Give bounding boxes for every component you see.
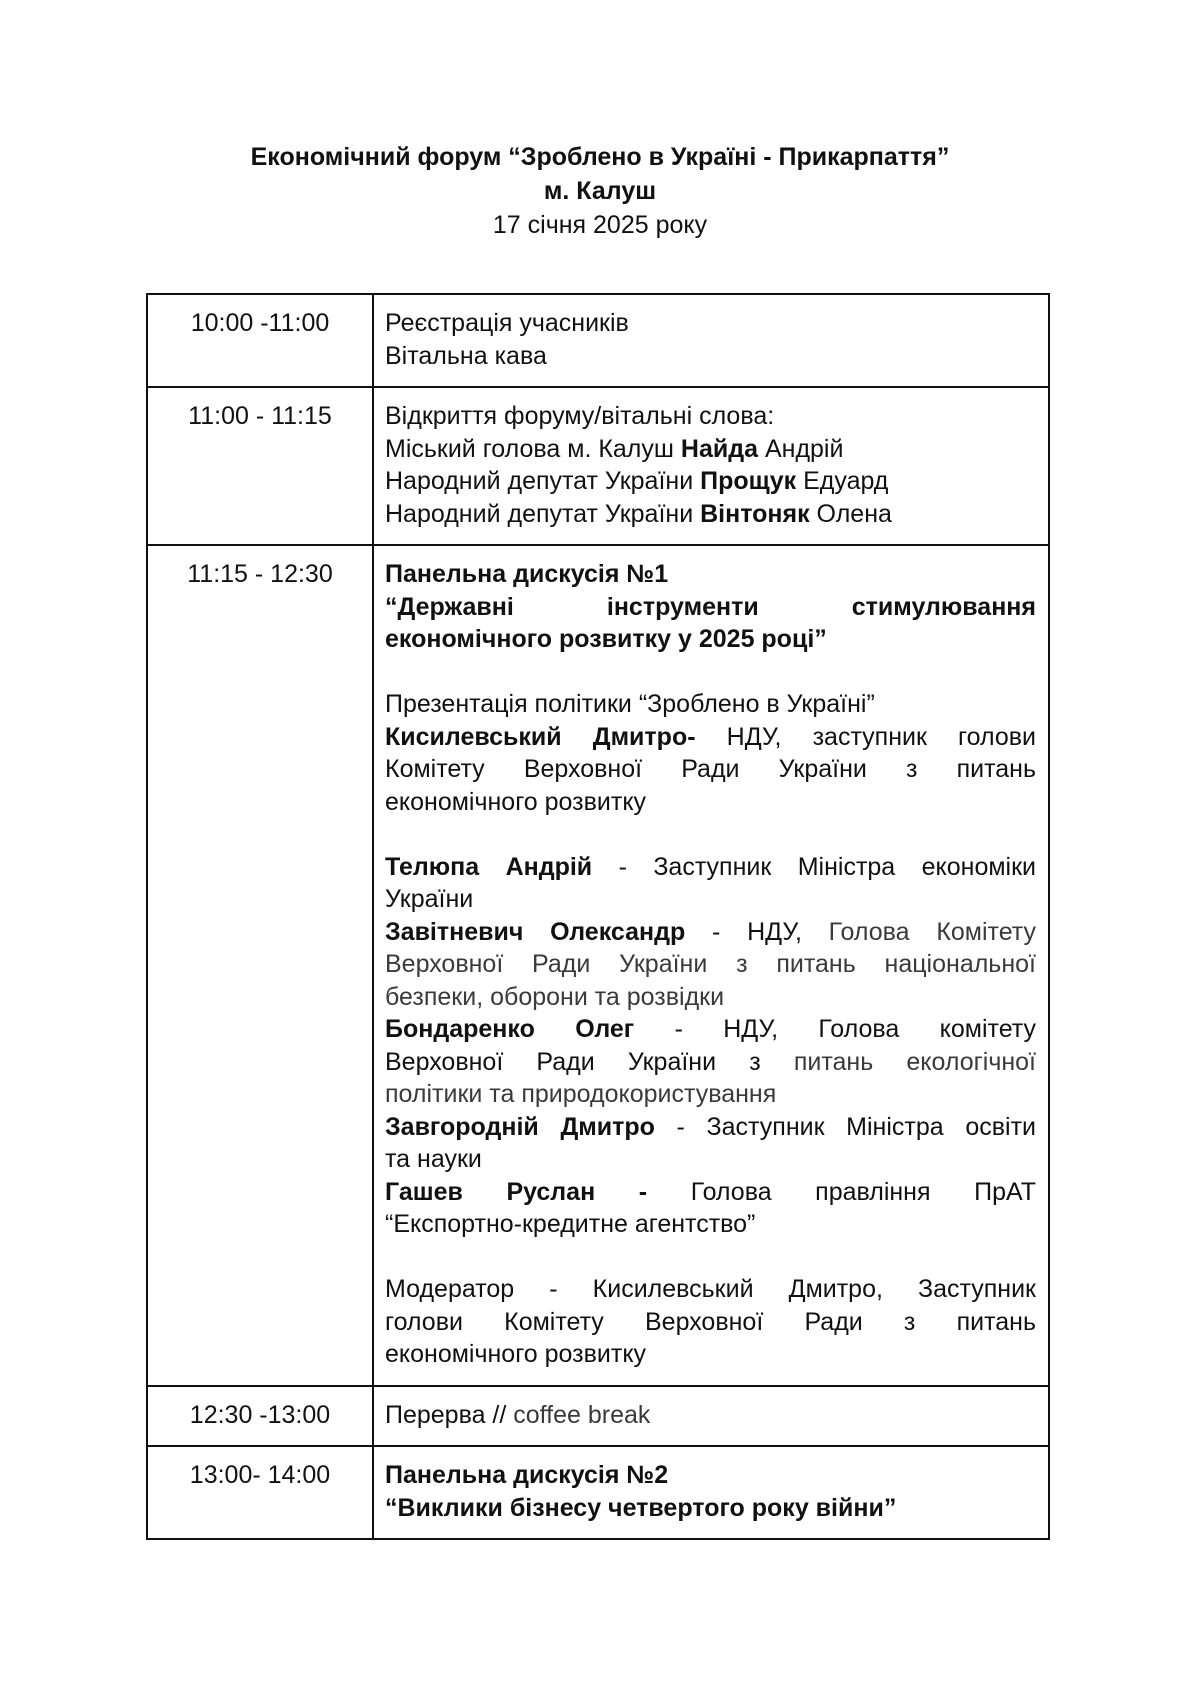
moderator-line: Модератор - Кисилевський Дмитро, Заступник bbox=[385, 1275, 1036, 1303]
speaker-role-line bbox=[385, 1046, 1036, 1079]
speaker-role-line: Верховної Ради України з питань національної bbox=[385, 950, 1036, 978]
speaker-surname: Вінтоняк bbox=[700, 499, 810, 528]
speaker-role: Народний депутат України bbox=[385, 499, 701, 528]
speaker-line bbox=[385, 433, 1036, 466]
panel-heading: Панельна дискусія №1 bbox=[385, 560, 669, 588]
speaker-surname: Прощук bbox=[700, 467, 797, 495]
speaker-role: НДУ, заступник голови bbox=[695, 722, 1036, 751]
break-text bbox=[385, 1399, 1036, 1432]
agenda-time: 13:00- 14:00 bbox=[147, 1446, 373, 1539]
break-label-en: coffee break bbox=[513, 1400, 651, 1429]
agenda-row-break bbox=[147, 1386, 1049, 1447]
speaker-role: Голова Комітету bbox=[828, 917, 1037, 946]
panel-title-line: економічного розвитку у 2025 році” bbox=[385, 625, 827, 653]
speaker-role-line: та науки bbox=[385, 1145, 482, 1173]
speaker-role-line: політики та природокористування bbox=[385, 1080, 777, 1108]
registration-text: Реєстрація учасників bbox=[385, 309, 629, 337]
opening-heading: Відкриття форуму/вітальні слова: bbox=[385, 402, 775, 430]
speaker-firstname: Андрій bbox=[758, 434, 844, 463]
speaker-role: - НДУ, Голова комітету bbox=[634, 1015, 1036, 1043]
agenda-row-registration bbox=[147, 294, 1049, 387]
speaker-line bbox=[385, 721, 1036, 754]
speaker-name: Гашев Руслан - bbox=[385, 1177, 648, 1206]
speaker-name: Завітневич Олександр bbox=[385, 917, 686, 946]
speaker-firstname: Олена bbox=[809, 499, 892, 528]
speaker-role: - НДУ, bbox=[685, 917, 829, 946]
speaker-role: Голова правління ПрАТ bbox=[647, 1177, 1036, 1206]
speaker-line bbox=[385, 851, 1036, 884]
panel-title-line: “Державні інструменти стимулювання bbox=[385, 592, 1036, 621]
speaker-name: Кисилевський Дмитро- bbox=[385, 722, 696, 751]
agenda-content bbox=[373, 294, 1049, 387]
agenda-content bbox=[373, 545, 1049, 1386]
speaker-firstname: Едуард bbox=[796, 467, 889, 495]
agenda-row-panel-2 bbox=[147, 1446, 1049, 1539]
speaker-line bbox=[385, 916, 1036, 949]
agenda-row-opening bbox=[147, 387, 1049, 545]
speaker-role-line: безпеки, оборони та розвідки bbox=[385, 982, 725, 1011]
agenda-time: 12:30 -13:00 bbox=[147, 1386, 373, 1447]
agenda-time: 11:15 - 12:30 bbox=[147, 545, 373, 1386]
agenda-table bbox=[146, 293, 1050, 1540]
speaker-role: Міський голова м. Калуш bbox=[385, 434, 681, 463]
coffee-text: Вітальна кава bbox=[385, 341, 547, 370]
speaker-role-line: Комітету Верховної Ради України з питань bbox=[385, 755, 1036, 783]
presentation-text: Презентація політики “Зроблено в Україні” bbox=[385, 690, 875, 718]
agenda-time: 11:00 - 11:15 bbox=[147, 387, 373, 545]
speaker-line bbox=[385, 465, 1036, 498]
speaker-surname: Найда bbox=[680, 434, 759, 463]
speaker-role-line: економічного розвитку bbox=[385, 787, 647, 816]
speaker-line bbox=[385, 498, 1036, 531]
panel-title-line: “Виклики бізнесу четвертого року війни” bbox=[385, 1493, 897, 1522]
speaker-line bbox=[385, 1176, 1036, 1209]
moderator-line: економічного розвитку bbox=[385, 1340, 647, 1368]
speaker-role-line: України bbox=[385, 885, 474, 913]
speaker-role: питань екологічної bbox=[793, 1047, 1036, 1076]
forum-date: 17 січня 2025 року bbox=[492, 211, 708, 239]
forum-city: м. Калуш bbox=[543, 177, 657, 205]
speaker-name: Бондаренко Олег bbox=[385, 1015, 635, 1043]
moderator-line: голови Комітету Верховної Ради з питань bbox=[385, 1307, 1036, 1336]
speaker-name: Телюпа Андрій bbox=[385, 852, 593, 881]
panel-heading: Панельна дискусія №2 bbox=[385, 1461, 669, 1489]
speaker-line bbox=[385, 1013, 1036, 1046]
speaker-role: Народний депутат України bbox=[385, 467, 701, 495]
agenda-time: 10:00 -11:00 bbox=[147, 294, 373, 387]
speaker-name: Завгородній Дмитро bbox=[385, 1112, 655, 1141]
speaker-line bbox=[385, 1111, 1036, 1144]
speaker-role: - Заступник Міністра економіки bbox=[592, 852, 1036, 881]
agenda-content bbox=[373, 1446, 1049, 1539]
document-header bbox=[0, 140, 1200, 242]
break-label: Перерва // bbox=[385, 1400, 514, 1429]
speaker-role: Верховної Ради України з bbox=[385, 1047, 794, 1076]
forum-title: Економічний форум “Зроблено в Україні - Прикарпаття” bbox=[250, 143, 950, 171]
speaker-role: - Заступник Міністра освіти bbox=[654, 1112, 1036, 1141]
agenda-content bbox=[373, 1386, 1049, 1447]
agenda-content bbox=[373, 387, 1049, 545]
speaker-role-line: “Експортно-кредитне агентство” bbox=[385, 1210, 756, 1238]
agenda-row-panel-1 bbox=[147, 545, 1049, 1386]
